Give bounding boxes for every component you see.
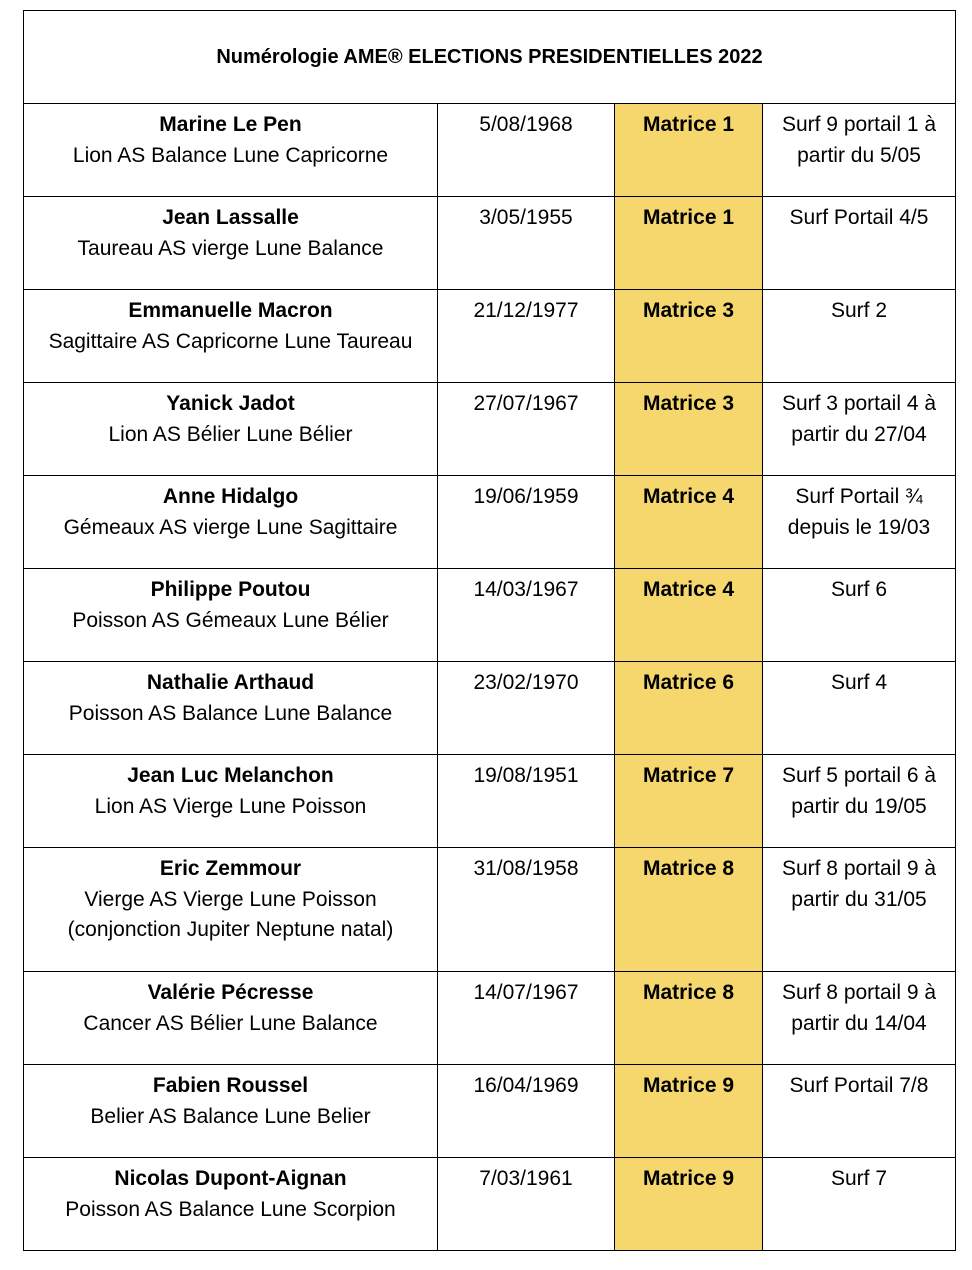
candidate-name: Anne Hidalgo (162, 485, 299, 508)
matrix-value: Matrice 3 (642, 299, 735, 322)
candidate-name: Emmanuelle Macron (128, 299, 333, 322)
matrix-cell (615, 1158, 763, 1251)
matrix-cell (615, 476, 763, 569)
birth-date: 19/06/1959 (473, 485, 579, 508)
astro-signs: Poisson AS Gémeaux Lune Bélier (72, 608, 389, 632)
candidate-cell (24, 662, 438, 755)
matrix-value: Matrice 9 (642, 1167, 735, 1190)
surf-cell (763, 755, 956, 848)
surf-value: Surf 5 portail 6 à partir du 19/05 (781, 764, 937, 818)
surf-cell (763, 383, 956, 476)
candidate-cell (24, 848, 438, 972)
candidate-cell (24, 1158, 438, 1251)
astro-signs: Belier AS Balance Lune Belier (90, 1104, 371, 1128)
matrix-value: Matrice 6 (642, 671, 735, 694)
candidate-cell (24, 755, 438, 848)
birth-date-cell (438, 1065, 615, 1158)
surf-value: Surf 8 portail 9 à partir du 31/05 (781, 857, 937, 911)
matrix-cell (615, 290, 763, 383)
birth-date-cell (438, 104, 615, 197)
surf-value: Surf 9 portail 1 à partir du 5/05 (781, 113, 937, 167)
title-row (24, 11, 956, 104)
astro-signs: Sagittaire AS Capricorne Lune Taureau (48, 329, 413, 353)
birth-date: 14/07/1967 (473, 981, 579, 1004)
surf-cell (763, 569, 956, 662)
birth-date-cell (438, 1158, 615, 1251)
surf-cell (763, 848, 956, 972)
table-row (24, 197, 956, 290)
candidate-name: Nathalie Arthaud (146, 671, 315, 694)
candidate-cell (24, 1065, 438, 1158)
candidate-name: Eric Zemmour (159, 857, 302, 880)
astro-signs: Taureau AS vierge Lune Balance (77, 236, 384, 260)
candidate-name: Fabien Roussel (152, 1074, 309, 1097)
candidate-name: Marine Le Pen (159, 113, 302, 136)
candidate-cell (24, 476, 438, 569)
surf-value: Surf Portail 4/5 (789, 206, 929, 229)
surf-value: Surf 4 (830, 671, 888, 694)
surf-cell (763, 1065, 956, 1158)
astro-signs: Vierge AS Vierge Lune Poisson (84, 887, 377, 911)
matrix-cell (615, 1065, 763, 1158)
matrix-value: Matrice 3 (642, 392, 735, 415)
birth-date: 3/05/1955 (479, 206, 573, 229)
candidate-cell (24, 197, 438, 290)
matrix-value: Matrice 7 (642, 764, 735, 787)
surf-value: Surf Portail 7/8 (789, 1074, 929, 1097)
matrix-cell (615, 383, 763, 476)
candidate-name: Nicolas Dupont-Aignan (114, 1167, 347, 1190)
matrix-value: Matrice 8 (642, 857, 735, 880)
birth-date-cell (438, 290, 615, 383)
astro-signs: Gémeaux AS vierge Lune Sagittaire (63, 515, 398, 539)
table-row (24, 383, 956, 476)
matrix-cell (615, 848, 763, 972)
surf-cell (763, 476, 956, 569)
birth-date: 19/08/1951 (473, 764, 579, 787)
birth-date: 16/04/1969 (473, 1074, 579, 1097)
birth-date-cell (438, 476, 615, 569)
astro-signs: Lion AS Vierge Lune Poisson (94, 794, 367, 818)
birth-date: 23/02/1970 (473, 671, 579, 694)
birth-date: 5/08/1968 (479, 113, 573, 136)
surf-cell (763, 290, 956, 383)
table-row (24, 1158, 956, 1251)
candidate-name: Yanick Jadot (166, 392, 295, 415)
surf-value: Surf Portail ¾ depuis le 19/03 (787, 485, 931, 539)
matrix-value: Matrice 4 (642, 485, 735, 508)
matrix-cell (615, 972, 763, 1065)
surf-value: Surf 8 portail 9 à partir du 14/04 (781, 981, 937, 1035)
surf-cell (763, 104, 956, 197)
astro-signs: Poisson AS Balance Lune Balance (68, 701, 393, 725)
astro-note: (conjonction Jupiter Neptune natal) (67, 918, 394, 941)
table-row (24, 972, 956, 1065)
table-row (24, 1065, 956, 1158)
table-row (24, 569, 956, 662)
birth-date: 14/03/1967 (473, 578, 579, 601)
surf-cell (763, 1158, 956, 1251)
birth-date-cell (438, 972, 615, 1065)
surf-cell (763, 972, 956, 1065)
candidate-cell (24, 383, 438, 476)
matrix-value: Matrice 4 (642, 578, 735, 601)
birth-date: 31/08/1958 (473, 857, 579, 880)
astro-signs: Lion AS Bélier Lune Bélier (108, 422, 353, 446)
matrix-value: Matrice 9 (642, 1074, 735, 1097)
surf-value: Surf 3 portail 4 à partir du 27/04 (781, 392, 937, 446)
matrix-cell (615, 197, 763, 290)
matrix-value: Matrice 8 (642, 981, 735, 1004)
candidate-name: Jean Luc Melanchon (127, 764, 334, 787)
astro-signs: Poisson AS Balance Lune Scorpion (65, 1197, 396, 1221)
birth-date: 21/12/1977 (473, 299, 579, 322)
birth-date-cell (438, 848, 615, 972)
matrix-cell (615, 104, 763, 197)
table-row (24, 476, 956, 569)
matrix-value: Matrice 1 (642, 113, 735, 136)
astro-signs: Cancer AS Bélier Lune Balance (83, 1011, 378, 1035)
candidate-cell (24, 104, 438, 197)
table-body (24, 11, 956, 1251)
birth-date: 7/03/1961 (479, 1167, 573, 1190)
surf-value: Surf 6 (830, 578, 888, 601)
birth-date-cell (438, 197, 615, 290)
matrix-value: Matrice 1 (642, 206, 735, 229)
birth-date: 27/07/1967 (473, 392, 579, 415)
table-row (24, 755, 956, 848)
matrix-cell (615, 755, 763, 848)
candidate-cell (24, 569, 438, 662)
surf-cell (763, 197, 956, 290)
table-row (24, 290, 956, 383)
candidate-name: Jean Lassalle (162, 206, 299, 229)
surf-value: Surf 7 (830, 1167, 888, 1190)
elections-table (23, 10, 956, 1251)
candidate-name: Philippe Poutou (150, 578, 311, 601)
astro-signs: Lion AS Balance Lune Capricorne (72, 143, 389, 167)
birth-date-cell (438, 755, 615, 848)
surf-value: Surf 2 (830, 299, 888, 322)
table-title: Numérologie AME® ELECTIONS PRESIDENTIELLES 2022 (24, 11, 956, 104)
table-row (24, 848, 956, 972)
matrix-cell (615, 662, 763, 755)
candidate-cell (24, 290, 438, 383)
matrix-cell (615, 569, 763, 662)
birth-date-cell (438, 383, 615, 476)
table-row (24, 104, 956, 197)
surf-cell (763, 662, 956, 755)
candidate-name: Valérie Pécresse (147, 981, 314, 1004)
candidate-cell (24, 972, 438, 1065)
birth-date-cell (438, 569, 615, 662)
birth-date-cell (438, 662, 615, 755)
table-row (24, 662, 956, 755)
